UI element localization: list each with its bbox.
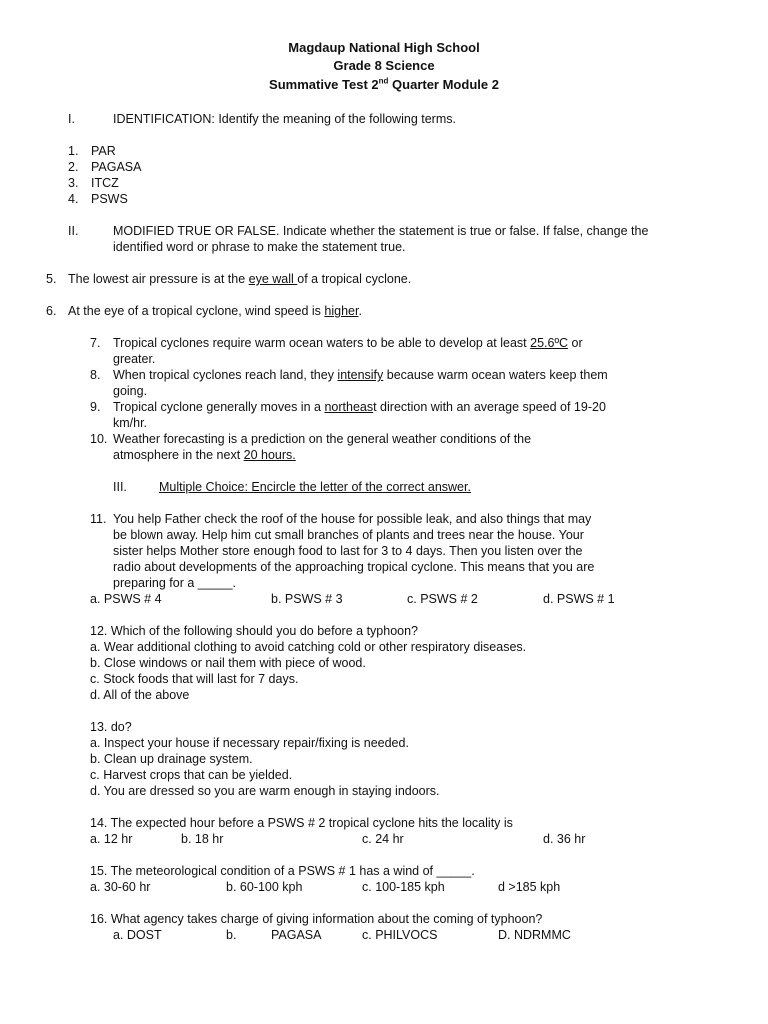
question-12: 12. Which of the following should you do before a typhoon? [90,624,418,638]
choice-a: a. 12 hr [90,832,133,846]
choice-a: a. 30-60 hr [90,880,151,894]
choice-a: a. PSWS # 4 [90,592,162,606]
term-item: ITCZ [91,176,119,190]
section-1-instruction: IDENTIFICATION: Identify the meaning of the following terms. [113,112,456,126]
list-item-number: 4. [68,192,79,206]
term-item: PAGASA [91,160,142,174]
question-11-line: be blown away. Help him cut small branches of plants and trees near the house. Your [113,528,584,542]
choice-c: c. 24 hr [362,832,404,846]
list-item-number: 3. [68,176,79,190]
section-2-number: II. [68,224,79,238]
choice-c: c. PSWS # 2 [407,592,478,606]
choice-a: a. Wear additional clothing to avoid catching cold or other respiratory diseases. [90,640,527,654]
question-number: 6. [46,304,57,318]
question-number: 8. [90,368,101,382]
subject-title: Grade 8 Science [333,58,435,73]
list-item-number: 2. [68,160,79,174]
choice-b: b. Close windows or nail them with piece of wood. [90,656,366,670]
choice-d: d. All of the above [90,688,190,702]
question-10-cont: atmosphere in the next 20 hours. [113,448,296,462]
question-6: At the eye of a tropical cyclone, wind speed is higher. [68,304,362,318]
term-item: PSWS [91,192,128,206]
choice-b-letter: b. [226,928,237,942]
choice-a: a. DOST [113,928,162,942]
question-7-cont: greater. [113,352,156,366]
section-1-number: I. [68,112,75,126]
section-3-instruction: Multiple Choice: Encircle the letter of the correct answer. [159,480,471,494]
list-item-number: 1. [68,144,79,158]
section-2-instruction-cont: identified word or phrase to make the statement true. [113,240,406,254]
choice-b: b. 60-100 kph [226,880,303,894]
choice-c: c. Harvest crops that can be yielded. [90,768,293,782]
school-name: Magdaup National High School [288,40,480,55]
question-14: 14. The expected hour before a PSWS # 2 tropical cyclone hits the locality is [90,816,513,830]
question-11-line: sister helps Mother store enough food to last for 3 to 4 days. Then you listen over the [113,544,583,558]
choice-b: PAGASA [271,928,322,942]
question-10: Weather forecasting is a prediction on the general weather conditions of the [113,432,532,446]
choice-d: D. NDRMMC [498,928,571,942]
question-16: 16. What agency takes charge of giving information about the coming of typhoon? [90,912,543,926]
choice-d: d. PSWS # 1 [543,592,615,606]
question-number: 7. [90,336,101,350]
question-11-line: radio about developments of the approaching tropical cyclone. This means that you are [113,560,595,574]
section-2-instruction: MODIFIED TRUE OR FALSE. Indicate whether the statement is true or false. If false, change the [113,224,649,238]
question-8: When tropical cyclones reach land, they intensify because warm ocean waters keep them [113,368,608,382]
choice-c: c. Stock foods that will last for 7 days. [90,672,299,686]
choice-a: a. Inspect your house if necessary repair/fixing is needed. [90,736,409,750]
term-item: PAR [91,144,116,158]
choice-d: d. You are dressed so you are warm enough in staying indoors. [90,784,440,798]
question-number: 11. [90,512,107,526]
question-number: 9. [90,400,101,414]
section-3-number: III. [113,480,127,494]
choice-d: d >185 kph [498,880,561,894]
question-13: 13. do? [90,720,132,734]
test-title: Summative Test 2nd Quarter Module 2 [269,76,499,92]
question-8-cont: going. [113,384,148,398]
choice-c: c. 100-185 kph [362,880,445,894]
question-number: 10. [90,432,108,446]
question-number: 5. [46,272,57,286]
choice-b: b. PSWS # 3 [271,592,343,606]
question-15: 15. The meteorological condition of a PSWS # 1 has a wind of _____. [90,864,475,878]
question-11-line: preparing for a _____. [113,576,237,590]
question-11-line: You help Father check the roof of the house for possible leak, and also things that may [113,512,592,526]
question-9: Tropical cyclone generally moves in a northeast direction with an average speed of 19-20 [113,400,606,414]
choice-d: d. 36 hr [543,832,586,846]
choice-b: b. Clean up drainage system. [90,752,253,766]
question-9-cont: km/hr. [113,416,148,430]
question-7: Tropical cyclones require warm ocean waters to be able to develop at least 25.6ºC or [113,336,583,350]
question-5: The lowest air pressure is at the eye wall of a tropical cyclone. [68,272,412,286]
choice-b: b. 18 hr [181,832,224,846]
choice-c: c. PHILVOCS [362,928,438,942]
